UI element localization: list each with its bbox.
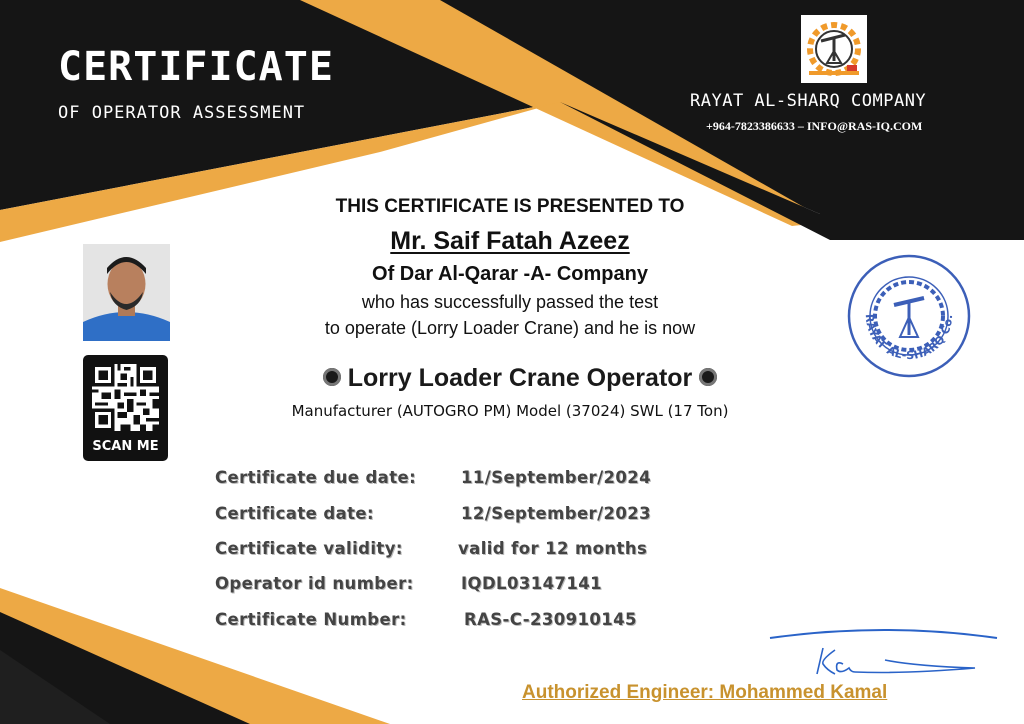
recipient-name: Mr. Saif Fatah Azeez [390, 227, 630, 255]
detail-label: Operator id number: [215, 574, 414, 593]
company-contact: +964-7823386633 – INFO@RAS-IQ.COM [706, 119, 923, 133]
signature-icon [765, 628, 1000, 683]
detail-label: Certificate due date: [215, 468, 417, 487]
detail-value: 12/September/2023 [461, 504, 652, 523]
recipient-company: Of Dar Al-Qarar -A- Company [372, 263, 648, 285]
body-text-line-2: to operate (Lorry Loader Crane) and he is now [324, 318, 696, 338]
body-text-line-1: who has successfully passed the test [361, 292, 659, 312]
detail-value: RAS-C-230910145 [464, 610, 637, 629]
detail-row-cert-number [215, 610, 675, 634]
equipment-details: Manufacturer (AUTOGRO PM) Model (37024) SWL (17 Ton) [291, 402, 729, 420]
detail-label: Certificate validity: [215, 539, 403, 558]
role-line [260, 364, 780, 393]
presented-to-heading: THIS CERTIFICATE IS PRESENTED TO [335, 196, 685, 217]
company-seal-icon [846, 253, 972, 379]
detail-value: valid for 12 months [458, 539, 648, 558]
detail-label: Certificate Number: [215, 610, 407, 629]
detail-label: Certificate date: [215, 504, 374, 523]
certificate-subtitle: OF OPERATOR ASSESSMENT [58, 103, 306, 123]
operator-photo-icon [83, 244, 170, 341]
bullet-right-icon [699, 368, 717, 386]
detail-value: IQDL03147141 [461, 574, 603, 593]
detail-value: 11/September/2024 [461, 468, 652, 487]
detail-row-validity [215, 539, 675, 563]
detail-row-cert-date [215, 504, 675, 528]
detail-row-due-date [215, 468, 675, 492]
certificate-title: CERTIFICATE [58, 44, 334, 90]
oil-derrick-gear-logo-icon [801, 15, 867, 83]
authorized-engineer: Authorized Engineer: Mohammed Kamal [522, 682, 888, 703]
company-name: RAYAT AL-SHARQ COMPANY [690, 91, 927, 111]
detail-row-operator-id [215, 574, 675, 598]
qr-label: SCAN ME [92, 439, 159, 454]
bullet-left-icon [323, 368, 341, 386]
svg-text:RAYAT AL-SHARQ Co.: RAYAT AL-SHARQ Co. [862, 313, 956, 363]
qr-code-icon[interactable] [83, 355, 168, 461]
role-title: Lorry Loader Crane Operator [347, 364, 693, 392]
